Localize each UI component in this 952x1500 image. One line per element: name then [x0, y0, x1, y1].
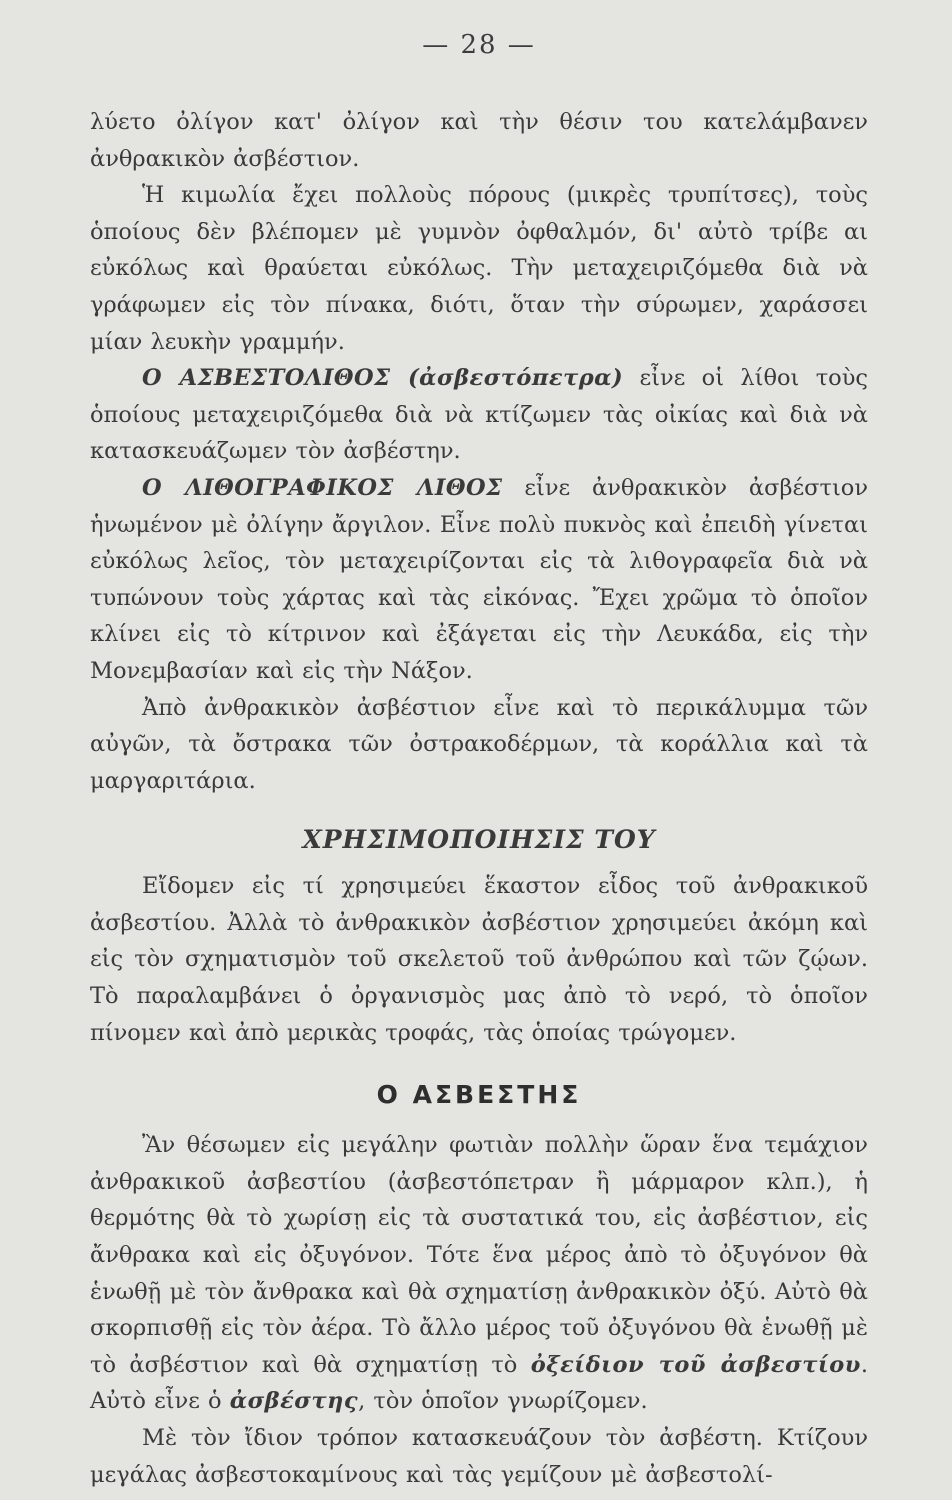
heading-lime: Ο ΑΣΒΕΣΤΗΣ [376, 1080, 582, 1110]
paragraph-continuation: λύετο ὀλίγον κατ' ὀλίγον καὶ τὴν θέσιν του κατελάμβανεν ἀνθρακικὸν ἀσβέστιον. [90, 109, 868, 172]
paragraph-chalk: Ἡ κιμωλία ἔχει πολλοὺς πόρους (μικρὲς τρυπίτσες), τοὺς ὁποίους δὲν βλέπομεν μὲ γυμνὸν ὀφθαλμόν, δι' αὐτὸ τρίβε αι εὐκόλως καὶ θραύεται εὐκόλως. Τὴν μεταχειριζόμεθα διὰ νὰ γράφωμεν εἰς τὸν πίνακα, διότι, ὅταν τὴν σύρωμεν, χαράσσει μίαν λευκὴν γραμμήν. [90, 182, 868, 355]
paragraph-kilns: Μὲ τὸν ἴδιον τρόπον κατασκευάζουν τὸν ἀσβέστη. Κτίζουν μεγάλας ἀσβεστοκαμίνους καὶ τὰς γεμίζουν μὲ ἀσβεστολί- [90, 1425, 868, 1488]
paragraph-lithographic-stone [90, 470, 868, 690]
term-lithographic-stone: Ο ΛΙΘΟΓΡΑΦΙΚΟΣ ΛΙΘΟΣ [142, 474, 503, 501]
term-limestone: Ο ΑΣΒΕΣΤΟΛΙΘΟΣ (ἀσβεστόπετρα) [142, 365, 624, 392]
paragraph-lime-text-3: , τὸν ὁποῖον γνωρίζομεν. [358, 1388, 648, 1415]
paragraph-lime [90, 1127, 868, 1420]
term-lime: ἀσβέστης [229, 1388, 359, 1415]
paragraph-lithographic-text: εἶνε ἀνθρακικὸν ἀσβέστιον ἡνωμένον μὲ ὀλίγην ἄργιλον. Εἶνε πολὺ πυκνὸς καὶ ἐπειδὴ γίνεται εὐκόλως λεῖος, τὸν μεταχειρίζονται εἰς τὰ λιθογραφεῖα διὰ νὰ τυπώνουν τοὺς χάρτας καὶ τὰς εἰκόνας. Ἔχει χρῶμα τὸ ὁποῖον κλίνει εἰς τὸ κίτρινον καὶ ἐξάγεται εἰς τὴν Λευκάδα, εἰς τὴν Μονεμβασίαν καὶ εἰς τὴν Νάξον. [90, 474, 869, 684]
paragraph-shells: Ἀπὸ ἀνθρακικὸν ἀσβέστιον εἶνε καὶ τὸ περικάλυμμα τῶν αὐγῶν, τὰ ὄστρακα τῶν ὀστρακοδέρμων, τὰ κοράλλια καὶ τὰ μαργαριτάρια. [90, 694, 868, 794]
heading-uses: ΧΡΗΣΙΜΟΠΟΙΗΣΙΣ ΤΟΥ [302, 825, 656, 855]
page-number: — 28 — [422, 30, 536, 60]
paragraph-lime-text-2: . Αὐτὸ εἶνε ὁ [90, 1351, 868, 1415]
paragraph-limestone-text: εἶνε οἱ λίθοι τοὺς ὁποίους μεταχειριζόμεθα διὰ νὰ κτίζωμεν τὰς οἰκίας καὶ διὰ νὰ κατασκευάζωμεν τὸν ἀσβέστην. [90, 365, 868, 465]
paragraph-limestone [90, 360, 868, 470]
term-calcium-oxide: ὀξείδιον τοῦ ἀσβεστίου [530, 1351, 861, 1378]
paragraph-lime-text-1: Ἂν θέσωμεν εἰς μεγάλην φωτιὰν πολλὴν ὥραν ἕνα τεμάχιον ἀνθρακικοῦ ἀσβεστίου (ἀσβεστόπετραν ἢ μάρμαρον κλπ.), ἡ θερμότης θὰ τὸ χωρίσῃ εἰς τὰ συστατικά του, εἰς ἀσβέστιον, εἰς ἄνθρακα καὶ εἰς ὀξυγόνον. Τότε ἕνα μέρος ἀπὸ τὸ ὀξυγόνον θὰ ἑνωθῇ μὲ τὸν ἄνθρακα καὶ θὰ σχηματίσῃ ἀνθρακικὸν ὀξύ. Αὐτὸ θὰ σκορπισθῇ εἰς τὸν ἀέρα. Τὸ ἄλλο μέρος τοῦ ὀξυγόνου θὰ ἑνωθῇ μὲ τὸ ἀσβέστιον καὶ θὰ σχηματίσῃ τὸ [90, 1132, 868, 1378]
paragraph-uses: Εἴδομεν εἰς τί χρησιμεύει ἕκαστον εἶδος τοῦ ἀνθρακικοῦ ἀσβεστίου. Ἀλλὰ τὸ ἀνθρακικὸν ἀσβέστιον χρησιμεύει ἀκόμη καὶ εἰς τὸν σχηματισμὸν τοῦ σκελετοῦ τοῦ ἀνθρώπου καὶ τῶν ζῴων. Τὸ παραλαμβάνει ὁ ὀργανισμὸς μας ἀπὸ τὸ νερό, τὸ ὁποῖον πίνομεν καὶ ἀπὸ μερικὰς τροφάς, τὰς ὁποίας τρώγομεν. [90, 873, 868, 1046]
